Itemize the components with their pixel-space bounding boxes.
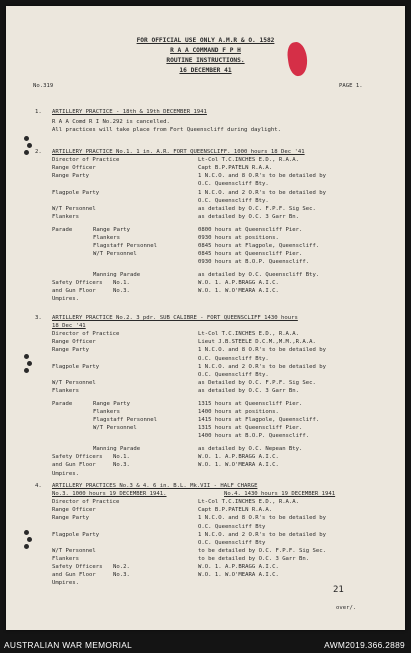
row-value: as Detailed by O.C. F.P.F. Sig Sec. [198,379,316,386]
row-value: as detailed by O.C. F.P.F. Sig Sec. [198,205,316,212]
row-label: Flankers [52,555,79,562]
row-value: Capt B.P.PATELN R.A.A. [198,165,273,172]
row-label: Range Officer [52,507,96,514]
row-label: Range Party [52,173,90,180]
parade-time: 1400 hours at positions. [198,408,279,415]
section-title: ARTILLERY PRACTICE No.1. 1 in. A.R. FORT QUEENSCLIFF. 1000 hours 18 Dec '41 [52,149,305,155]
parade-time: 0845 hours at Queenscliff Pier. [198,251,303,258]
document-page [6,6,405,630]
row-label: Range Party [52,515,90,522]
handwritten-mark: 21 [333,585,344,595]
safety-label: Umpires. [52,296,79,303]
parade-time: 0930 hours at B.O.P. Queenscliff. [198,259,310,266]
row-label: Flagpole Party [52,363,100,370]
row-value: 1 N.C.O. and 2 O.R's to be detailed by [198,363,326,370]
parade-party: Range Party [93,226,131,233]
safety-officer: W.O. 1. A.P.BRAGG A.I.C. [198,454,279,461]
punch-holes [24,354,34,375]
row-value: 1 N.C.O. and 8 O.R's to be detailed by [198,515,326,522]
row-value: O.C. Queenscliff Bty. [198,355,269,362]
safety-label: and Gun Floor [52,572,96,579]
footer-institution: AUSTRALIAN WAR MEMORIAL [4,640,133,650]
parade-party: Flankers [93,234,120,241]
row-label: Director of Practice [52,157,120,164]
safety-label: and Gun Floor [52,288,96,295]
row-value: Lieut J.B.STEELE D.C.M.,M.M.,R.A.A. [198,339,316,346]
safety-label: Umpires. [52,580,79,587]
parade-party: Range Party [93,400,131,407]
safety-label: and Gun Floor [52,462,96,469]
row-value: as detailed by O.C. 3 Garr Bn. [198,213,300,220]
row-value: as detailed by O.C. 3 Garr Bn. [198,387,300,394]
header-date: 16 DECEMBER 41 [179,67,232,74]
row-label: Range Officer [52,165,96,172]
safety-label: Umpires. [52,470,79,477]
row-value: 1 N.C.O. and 8 O.R's to be detailed by [198,173,326,180]
row-value: Lt-Col T.C.INCHES E.D., R.A.A. [198,331,300,338]
safety-officer: W.O. 1. W.O'MEARA A.I.C. [198,288,279,295]
page-number: PAGE 1. [339,83,363,89]
row-value: O.C. Queenscliff Bty. [198,181,269,188]
section-title: ARTILLERY PRACTICES No.3 & 4. 6 in. B.L. Mk.VII - HALF CHARGE [52,483,258,489]
parade-time: 1415 hours at Flagpole, Queenscliff. [198,417,320,424]
parade-party: Flagstaff Personnel [93,417,157,424]
section-number: 3. [35,315,42,321]
section-number: 1. [35,109,42,115]
parade-party: Flagstaff Personnel [93,242,157,249]
header-title: ROUTINE INSTRUCTIONS. [166,57,245,64]
row-label: W/T Personnel [52,205,96,212]
header-classification: FOR OFFICIAL USE ONLY A.M.R & O. 1582 [136,37,275,44]
archive-footer [0,637,411,653]
row-label: Flankers [52,213,79,220]
safety-label: Safety Officers [52,280,103,287]
row-value: 1 N.C.O. and 2 O.R's to be detailed by [198,531,326,538]
row-value: O.C. Queenscliff Bty [198,539,266,546]
punch-holes [24,136,34,157]
section-text: All practices will take place from Fort Queenscliff during daylight. [52,127,282,133]
row-value: O.C. Queenscliff Bty. [198,197,269,204]
parade-label: Parade [52,226,73,233]
row-label: Director of Practice [52,499,120,506]
safety-label: Safety Officers [52,454,103,461]
parade-party: Flankers [93,408,120,415]
row-value: to be detailed by O.C. F.P.F. Sig Sec. [198,547,326,554]
safety-officer: W.O. 1. W.O'MEARA A.I.C. [198,462,279,469]
row-label: Range Party [52,347,90,354]
header-command: R A A COMMAND F P H [170,47,241,54]
safety-number: No.1. [113,454,130,461]
safety-number: No.3. [113,572,130,579]
safety-number: No.1. [113,280,130,287]
section-number: 4. [35,483,42,489]
parade-time: as detailed by O.C. Queenscliff Bty. [198,272,320,279]
row-value: Lt-Col T.C.INCHES E.D., R.A.A. [198,157,300,164]
section-title: ARTILLERY PRACTICE - 18th & 19th DECEMBER 1941 [52,109,207,115]
parade-time: 0800 hours at Queenscliff Pier. [198,226,303,233]
parade-time: as detailed by O.C. Nepean Bty. [198,446,303,453]
section-text: R A A Comd R I No.292 is cancelled. [52,119,170,125]
parade-party: W/T Personnel [93,251,137,258]
safety-number: No.2. [113,564,130,570]
parade-party: Manning Parade [93,446,141,453]
row-label: Flagpole Party [52,531,100,538]
row-value: O.C. Queenscliff Bty [198,523,266,530]
footer-accession-number: AWM2019.366.2889 [324,640,405,650]
row-label: W/T Personnel [52,547,96,554]
row-value: Capt B.P.PATELN R.A.A. [198,507,273,514]
safety-officer: W.O. 1. A.P.BRAGG A.I.C. [198,564,279,570]
section-subtitle: 18 Dec '41 [52,323,86,330]
row-label: W/T Personnel [52,379,96,386]
row-label: Flagpole Party [52,189,100,196]
row-label: Range Officer [52,339,96,346]
parade-label: Parade [52,400,73,407]
parade-time: 1315 hours at Queenscliff Pier. [198,425,303,432]
section-number: 2. [35,149,42,155]
parade-time: 1315 hours at Queenscliff Pier. [198,400,303,407]
parade-time: 0930 hours at positions. [198,234,279,241]
parade-party: W/T Personnel [93,425,137,432]
safety-officer: W.O. 1. A.P.BRAGG A.I.C. [198,280,279,287]
row-label: Director of Practice [52,331,120,338]
safety-number: No.3. [113,288,130,295]
overleaf-note: over/. [336,605,357,611]
row-value: to be detailed by O.C. 3 Garr Bn. [198,555,310,562]
parade-party: Manning Parade [93,272,141,279]
punch-holes [24,530,34,551]
safety-label: Safety Officers [52,564,103,570]
document-number: No.319 [33,83,54,89]
parade-time: 0845 hours at Flagpole, Queenscliff. [198,242,320,249]
parade-time: 1400 hours at B.O.P. Queenscliff. [198,433,310,440]
safety-officer: W.O. 1. W.O'MEARA A.I.C. [198,572,279,579]
row-value: 1 N.C.O. and 2 O.R's to be detailed by [198,189,326,196]
row-label: Flankers [52,387,79,394]
section-subtitle: No.4. 1430 hours 19 DECEMBER 1941 [224,491,336,498]
section-title: ARTILLERY PRACTICE No.2. 3 pdr. SUB CALIBRE - FORT QUEENSCLIFF 1430 hours [52,315,298,321]
row-value: 1 N.C.O. and 8 O.R's to be detailed by [198,347,326,354]
row-value: Lt-Col T.C.INCHES E.D., R.A.A. [198,499,300,506]
section-subtitle: No.3. 1000 hours 19 DECEMBER 1941. [52,491,167,498]
safety-number: No.3. [113,462,130,469]
row-value: O.C. Queenscliff Bty. [198,371,269,378]
